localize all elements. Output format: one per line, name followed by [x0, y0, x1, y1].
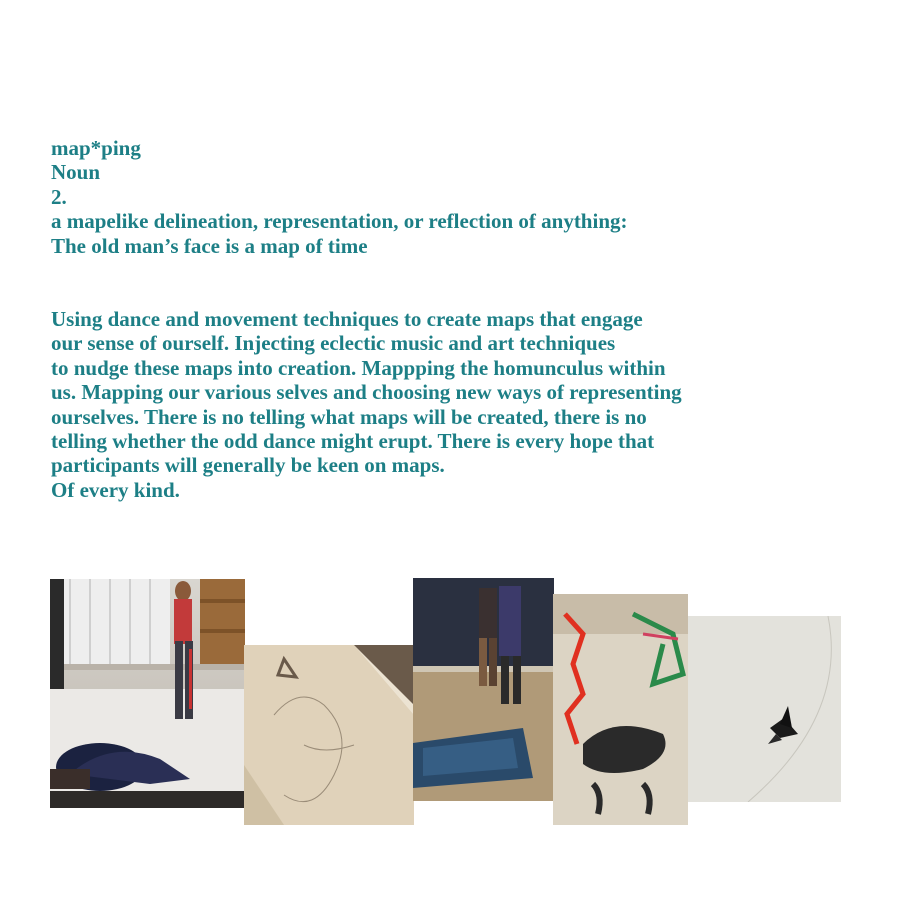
description-line: ourselves. There is no telling what maps will be created, there is no: [51, 404, 647, 429]
definition-example: The old man’s face is a map of time: [51, 233, 368, 258]
photo-dancers-stretching: [50, 579, 245, 808]
definition-block: [51, 136, 628, 258]
definition-part-of-speech: Noun: [51, 160, 101, 185]
description-line: Of every kind.: [51, 477, 180, 502]
description-line: us. Mapping our various selves and choosing new ways of representing: [51, 380, 682, 405]
photo-people-blue-fabric: [413, 578, 554, 801]
definition-word: map*ping: [51, 136, 141, 160]
description-line: our sense of ourself. Injecting eclectic music and art techniques: [51, 331, 616, 356]
description-line: Using dance and movement techniques to create maps that engage: [51, 307, 643, 331]
photo-crayon-drawing: [553, 594, 688, 825]
definition-sense-number: 2.: [51, 184, 67, 209]
description-line: to nudge these maps into creation. Mappping the homunculus within: [51, 355, 666, 380]
photo-pencil-drawing: [244, 645, 414, 825]
description-block: [51, 307, 682, 502]
description-line: participants will generally be keen on maps.: [51, 453, 445, 478]
definition-meaning: a mapelike delineation, representation, or reflection of anything:: [51, 209, 628, 234]
description-line: telling whether the odd dance might erupt. There is every hope that: [51, 429, 655, 454]
photo-origami-crane: [688, 616, 841, 802]
